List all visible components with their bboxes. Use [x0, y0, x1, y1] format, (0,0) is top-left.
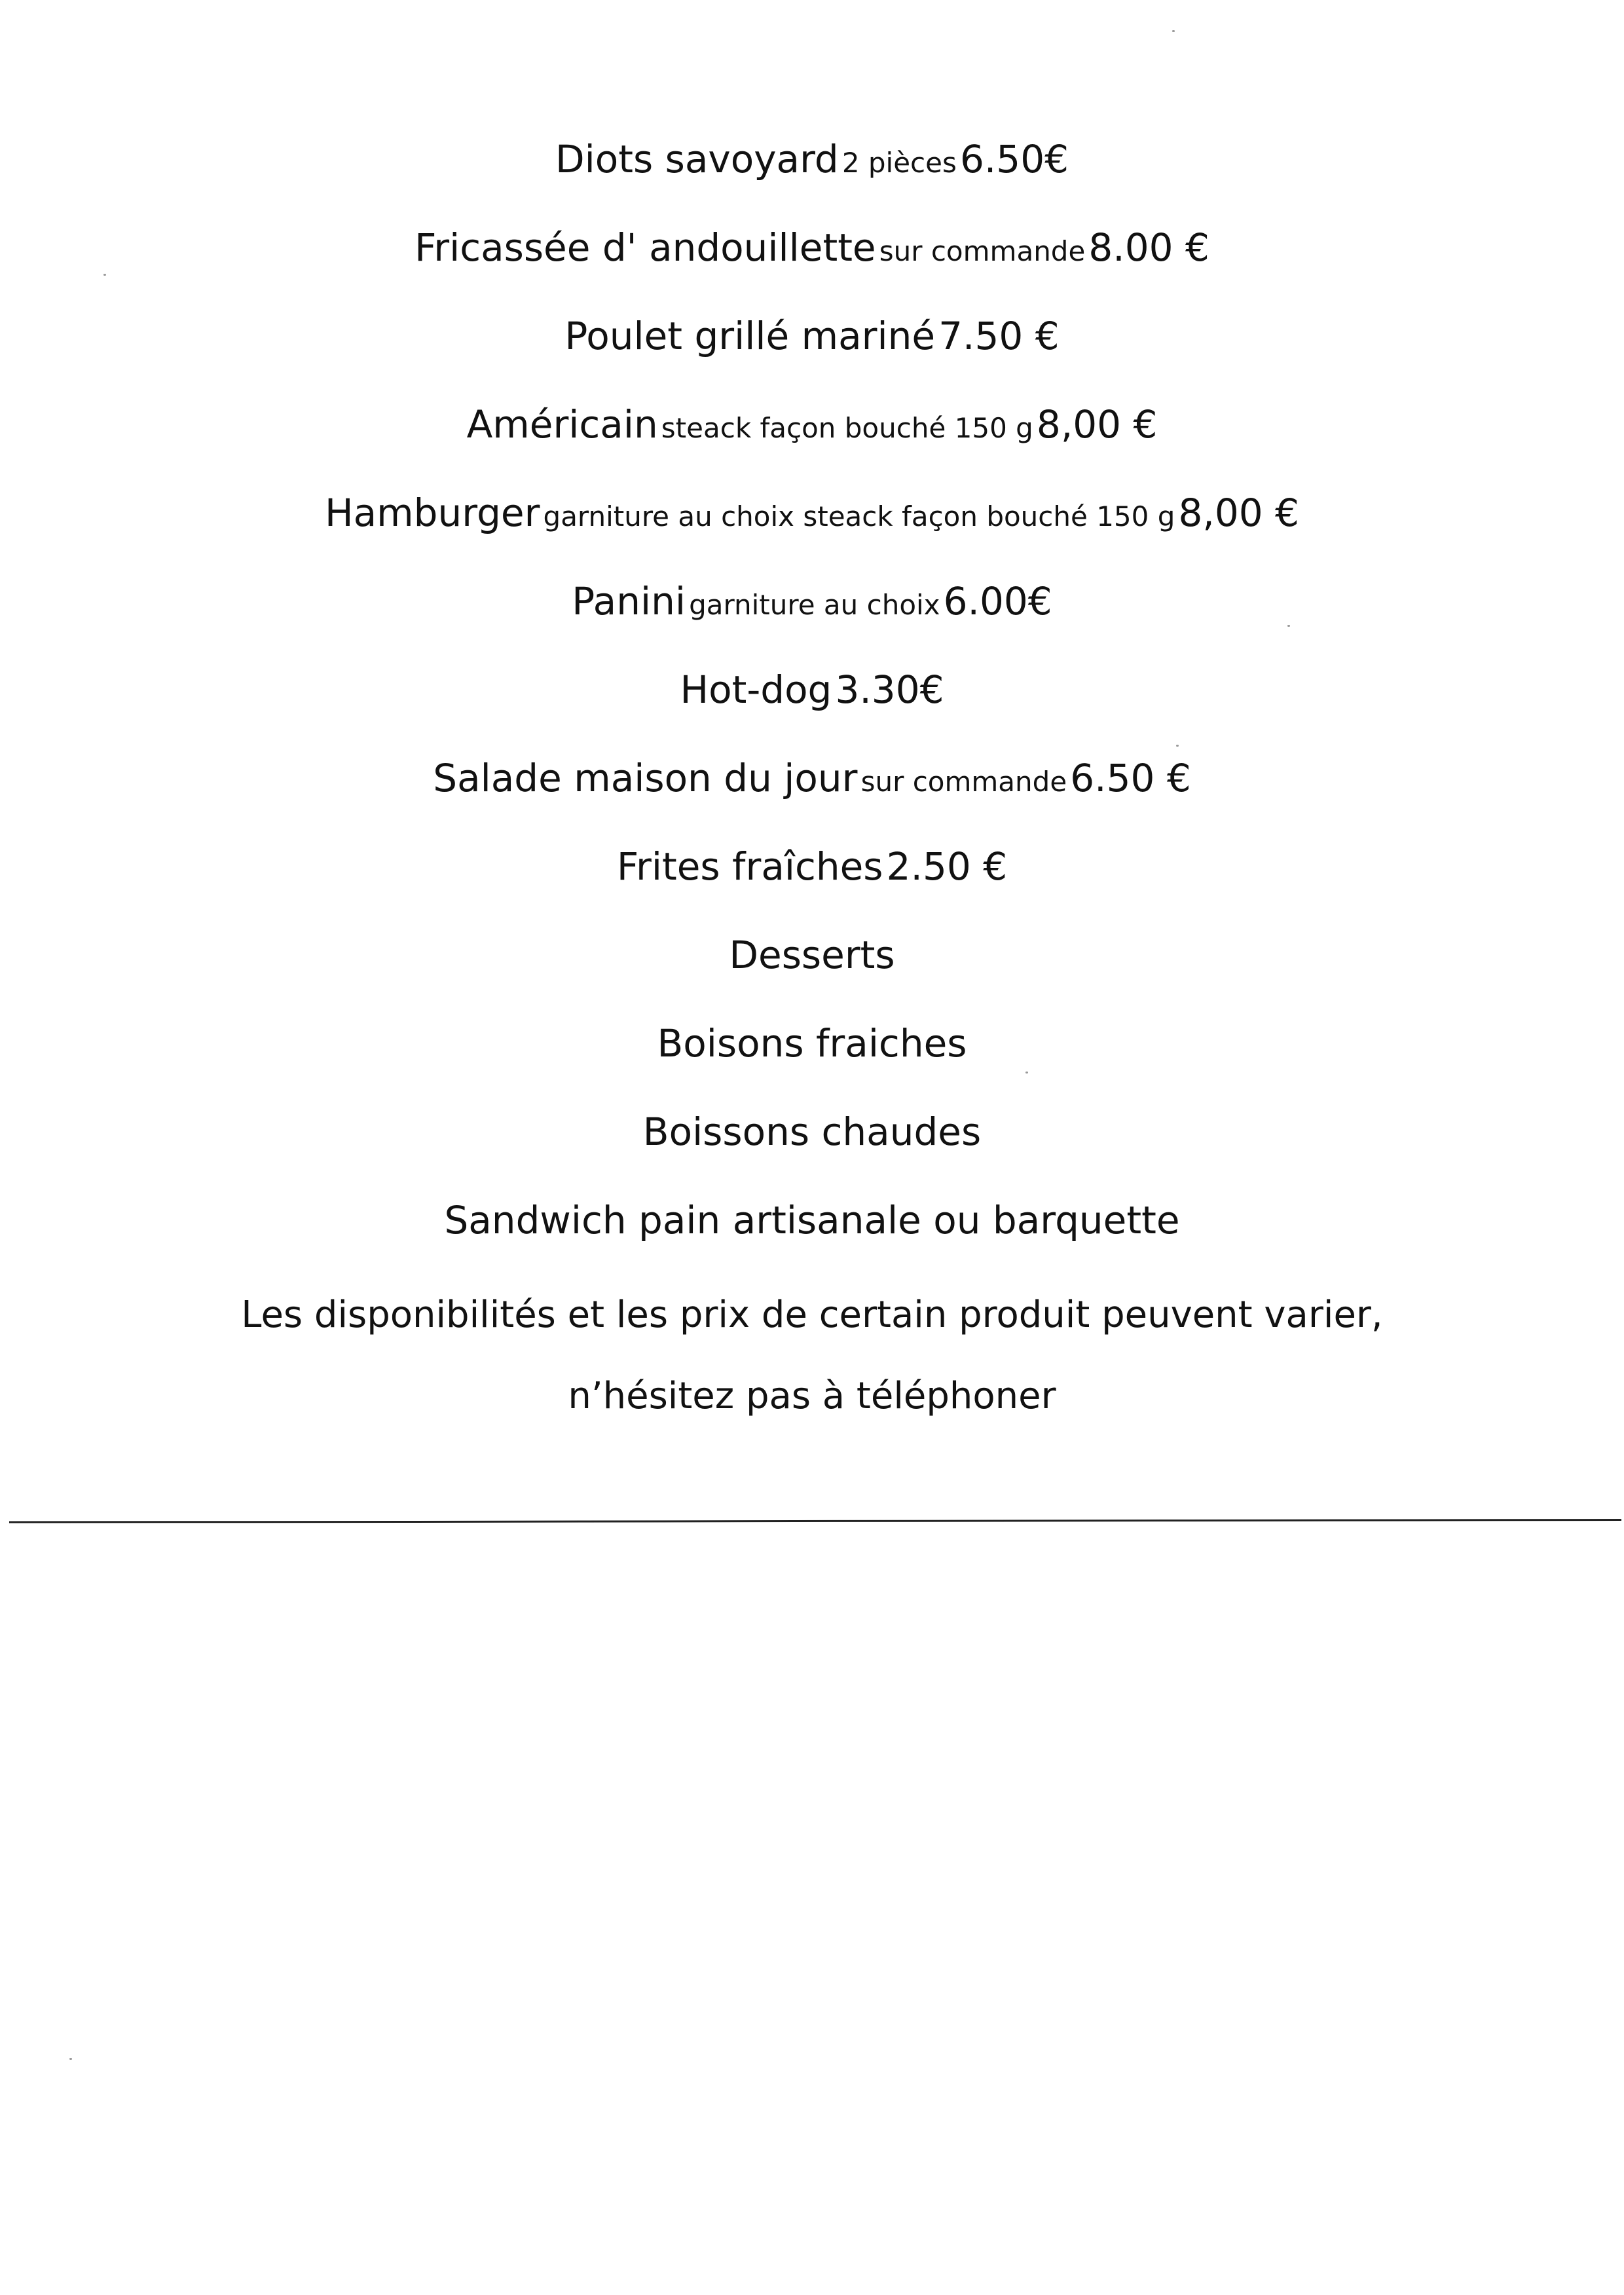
item-price: 3.30€ [835, 667, 944, 712]
menu-item [0, 137, 1624, 181]
item-name: Panini [572, 579, 686, 624]
item-price: 8,00 € [1036, 402, 1158, 447]
item-name: Hot-dog [680, 667, 832, 712]
item-name: Salade maison du jour [433, 756, 858, 800]
item-price: 8,00 € [1178, 491, 1299, 535]
item-name: Hamburger [325, 491, 540, 535]
note-line-1: Les disponibilités et les prix de certain produit peuvent varier, [241, 1294, 1383, 1336]
item-description: sur commande [879, 235, 1086, 267]
scan-speck [69, 2058, 72, 2060]
item-price: 6.00€ [943, 579, 1052, 624]
section-name: Boisons fraiches [657, 1021, 967, 1066]
menu-item [0, 225, 1624, 270]
menu-item [0, 314, 1624, 358]
menu-item [0, 579, 1624, 624]
menu-item [0, 491, 1624, 535]
section-name: Sandwich pain artisanale ou barquette [444, 1198, 1180, 1242]
item-price: 2.50 € [886, 844, 1008, 889]
scan-speck [1025, 1072, 1028, 1073]
item-price: 7.50 € [938, 314, 1060, 358]
section-name: Desserts [729, 933, 895, 977]
item-price: 6.50 € [1070, 756, 1191, 800]
menu-item [0, 667, 1624, 712]
menu-section [0, 1110, 1624, 1154]
item-name: Américain [466, 402, 658, 447]
item-description: sur commande [860, 766, 1067, 798]
menu-section [0, 1198, 1624, 1242]
scan-speck [1287, 625, 1290, 627]
section-name: Boissons chaudes [642, 1110, 982, 1154]
item-name: Diots savoyard [555, 137, 839, 181]
item-name: Frites fraîches [616, 844, 883, 889]
availability-note [0, 1275, 1624, 1437]
menu-item [0, 844, 1624, 889]
item-price: 6.50€ [959, 137, 1069, 181]
item-description: garniture au choix steack façon bouché 150 g [543, 500, 1175, 532]
scan-speck [103, 274, 106, 276]
item-description: steack façon bouché 150 g [661, 412, 1033, 444]
menu-section [0, 1021, 1624, 1066]
item-description: 2 pièces [841, 147, 957, 179]
item-name: Fricassée d' andouillette [415, 225, 876, 270]
menu-section [0, 933, 1624, 977]
note-line-2: n’hésitez pas à téléphoner [568, 1375, 1056, 1417]
horizontal-divider [9, 1518, 1621, 1525]
scan-speck [1172, 30, 1175, 32]
item-description: garniture au choix [689, 589, 940, 621]
item-price: 8.00 € [1088, 225, 1209, 270]
menu-item [0, 756, 1624, 800]
item-name: Poulet grillé mariné [564, 314, 936, 358]
scan-speck [1176, 745, 1179, 747]
menu-item [0, 402, 1624, 447]
